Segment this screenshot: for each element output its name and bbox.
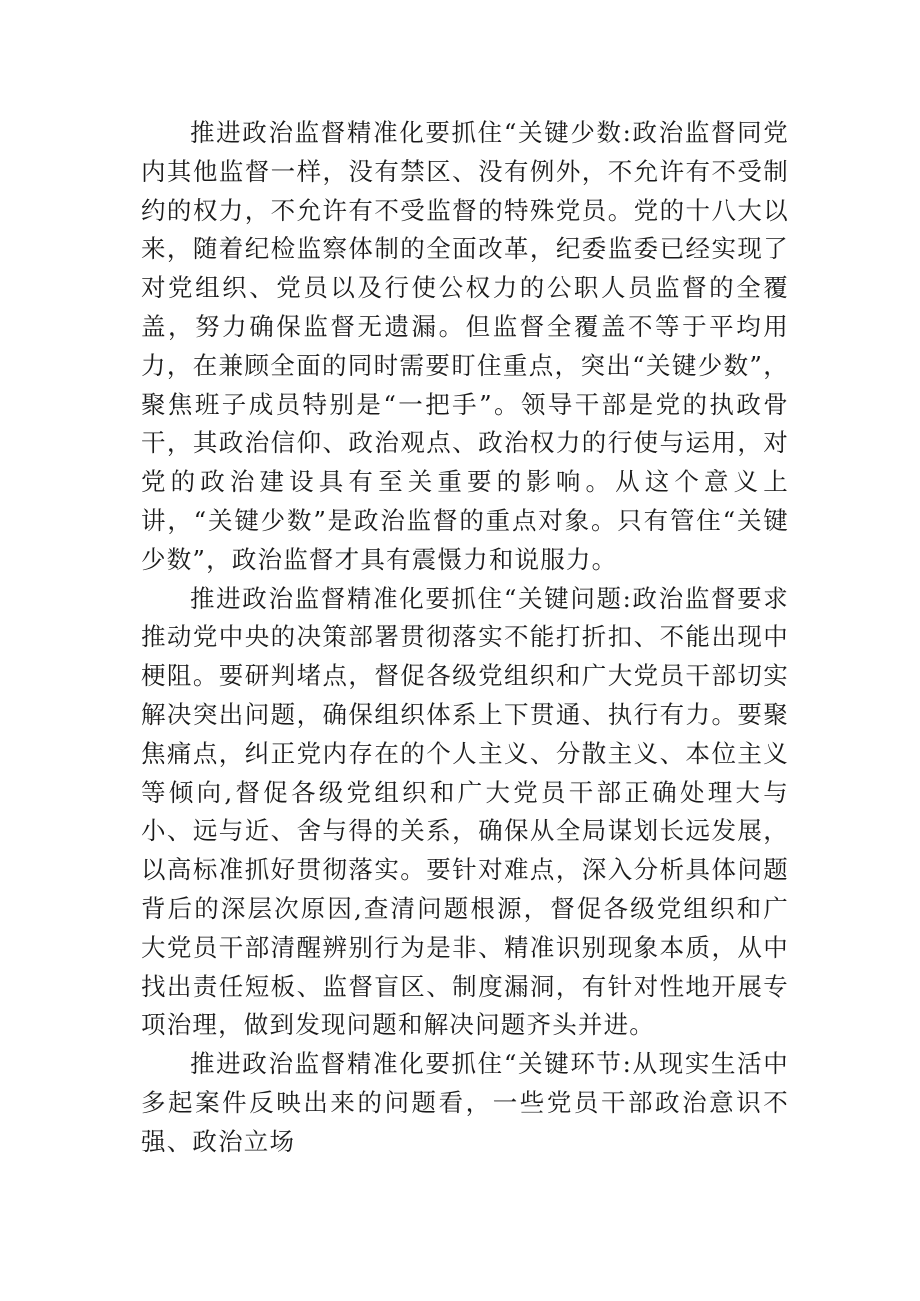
paragraph-key-minority: 推进政治监督精准化要抓住“关键少数:政治监督同党内其他监督一样，没有禁区、没有例外，不允许有不受制约的权力，不允许有不受监督的特殊党员。党的十八大以来，随着纪检监察体制的全面改革，纪委监委已经实现了对党组织、党员以及行使公权力的公职人员监督的全覆盖，努力确保监督无遗漏。但监督全覆盖不等于平均用力，在兼顾全面的同时需要盯住重点，突出“关键少数”，聚焦班子成员特别是“一把手”。领导干部是党的执政骨干，其政治信仰、政治观点、政治权力的行使与运用，对党的政治建设具有至关重要的影响。从这个意义上讲，“关键少数”是政治监督的重点对象。只有管住“关键少数”，政治监督才具有震慑力和说服力。 (141, 118, 789, 574)
paragraph-key-problems: 推进政治监督精准化要抓住“关键问题:政治监督要求推动党中央的决策部署贯彻落实不能打折扣、不能出现中梗阻。要研判堵点，督促各级党组织和广大党员干部切实解决突出问题，确保组织体系上下贯通、执行有力。要聚焦痛点，纠正党内存在的个人主义、分散主义、本位主义等倾向,督促各级党组织和广大党员干部正确处理大与小、远与近、舍与得的关系，确保从全局谋划长远发展，以高标准抓好贯彻落实。要针对难点，深入分析具体问题背后的深层次原因,查清问题根源，督促各级党组织和广大党员干部清醒辨别行为是非、精准识别现象本质，从中找出责任短板、监督盲区、制度漏洞，有针对性地开展专项治理，做到发现问题和解决问题齐头并进。 (141, 583, 789, 1040)
document-body (141, 114, 789, 1162)
paragraph-key-links: 推进政治监督精准化要抓住“关键环节:从现实生活中多起案件反映出来的问题看，一些党员干部政治意识不强、政治立场 (141, 1049, 789, 1156)
